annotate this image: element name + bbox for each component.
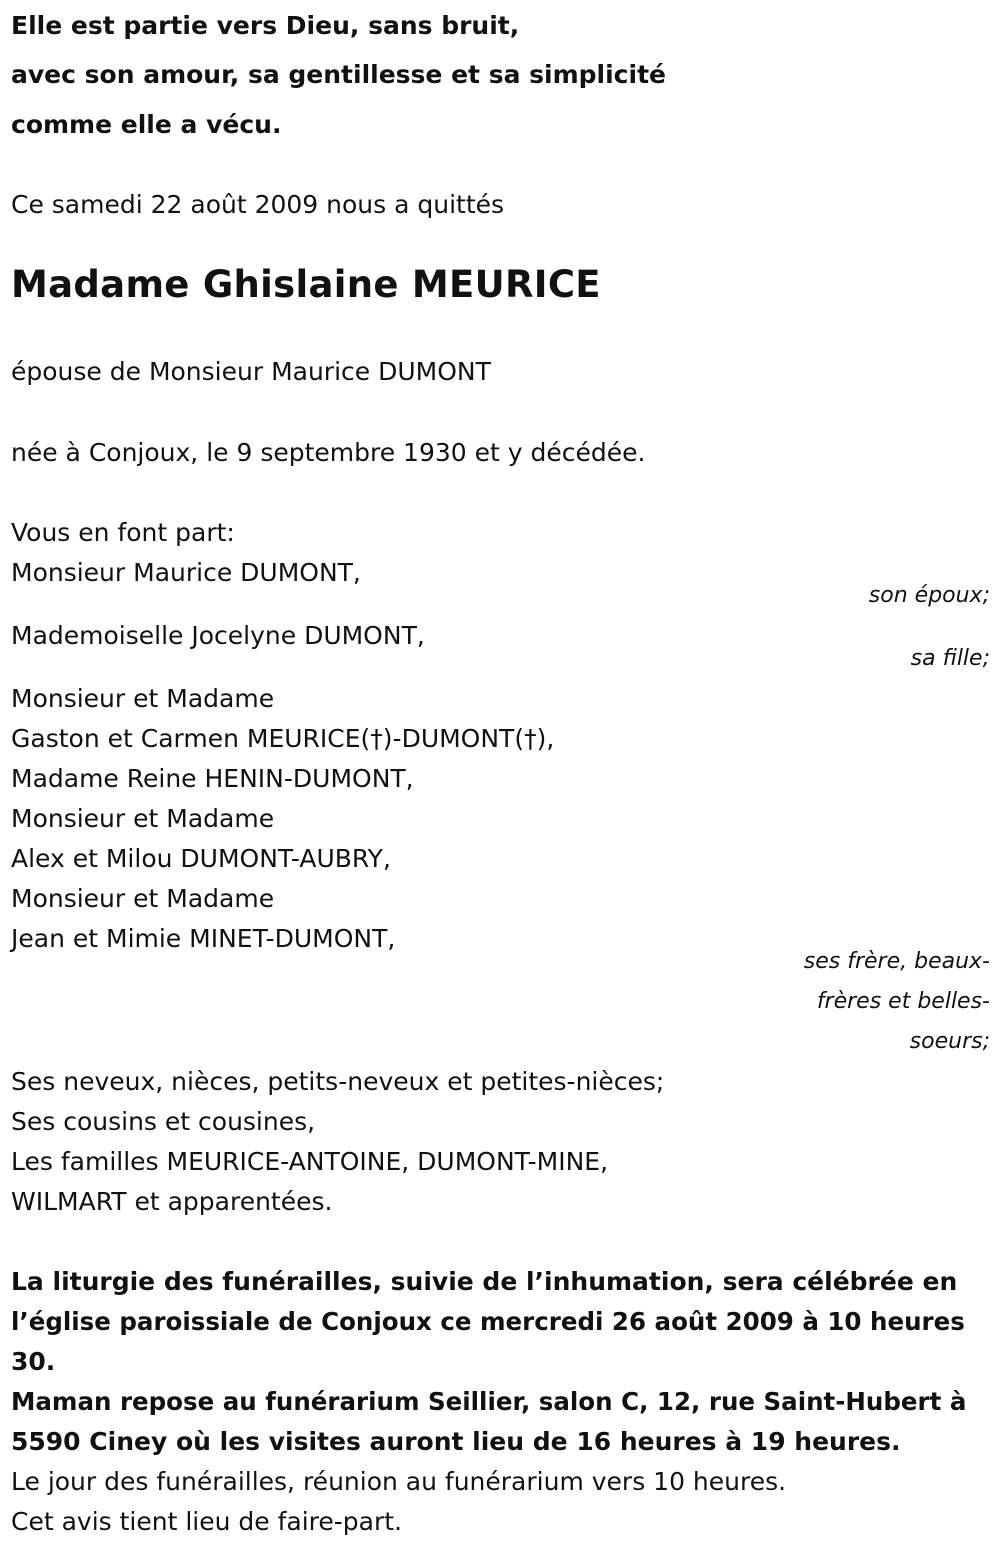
sibling-line: Gaston et Carmen MEURICE(†)-DUMONT(†),	[11, 724, 555, 753]
funeral-liturgy-line: l’église paroissiale de Conjoux ce mercredi 26 août 2009 à 10 heures	[11, 1307, 965, 1336]
sibling-line: Jean et Mimie MINET-DUMONT,	[11, 924, 396, 953]
funerarium-line: Maman repose au funérarium Seillier, salon C, 12, rue Saint-Hubert à	[11, 1387, 967, 1416]
other-relatives-line: Les familles MEURICE-ANTOINE, DUMONT-MINE,	[11, 1147, 609, 1176]
other-relatives-line: Ses neveux, nièces, petits-neveux et petites-nièces;	[11, 1067, 665, 1096]
relation-siblings: frères et belles-	[816, 989, 990, 1014]
closing-line: Cet avis tient lieu de faire-part.	[11, 1507, 403, 1536]
date-line: Ce samedi 22 août 2009 nous a quittés	[11, 190, 505, 219]
sibling-line: Monsieur et Madame	[11, 684, 275, 713]
funerarium-line: 5590 Ciney où les visites auront lieu de 16 heures à 19 heures.	[11, 1427, 901, 1456]
birth-line: née à Conjoux, le 9 septembre 1930 et y décédée.	[11, 438, 646, 467]
deceased-name: Madame Ghislaine MEURICE	[11, 263, 601, 306]
intro-line-2: avec son amour, sa gentillesse et sa simplicité	[11, 60, 666, 89]
announcer-daughter: Mademoiselle Jocelyne DUMONT,	[11, 621, 425, 650]
sibling-line: Monsieur et Madame	[11, 804, 275, 833]
announcers-heading: Vous en font part:	[11, 518, 235, 547]
other-relatives-line: WILMART et apparentées.	[11, 1187, 333, 1216]
sibling-line: Madame Reine HENIN-DUMONT,	[11, 764, 414, 793]
sibling-line: Alex et Milou DUMONT-AUBRY,	[11, 844, 391, 873]
sibling-line: Monsieur et Madame	[11, 884, 275, 913]
intro-line-3: comme elle a vécu.	[11, 110, 282, 139]
funeral-liturgy-line: La liturgie des funérailles, suivie de l’inhumation, sera célébrée en	[11, 1267, 958, 1296]
relation-daughter: sa fille;	[910, 646, 990, 671]
spouse-line: épouse de Monsieur Maurice DUMONT	[11, 357, 491, 386]
relation-siblings: soeurs;	[909, 1029, 990, 1054]
closing-line: Le jour des funérailles, réunion au funérarium vers 10 heures.	[11, 1467, 787, 1496]
announcer-spouse: Monsieur Maurice DUMONT,	[11, 558, 361, 587]
relation-spouse: son époux;	[868, 583, 990, 608]
relation-siblings: ses frère, beaux-	[803, 949, 990, 974]
intro-line-1: Elle est partie vers Dieu, sans bruit,	[11, 11, 520, 40]
other-relatives-line: Ses cousins et cousines,	[11, 1107, 316, 1136]
funeral-liturgy-line: 30.	[11, 1347, 56, 1376]
